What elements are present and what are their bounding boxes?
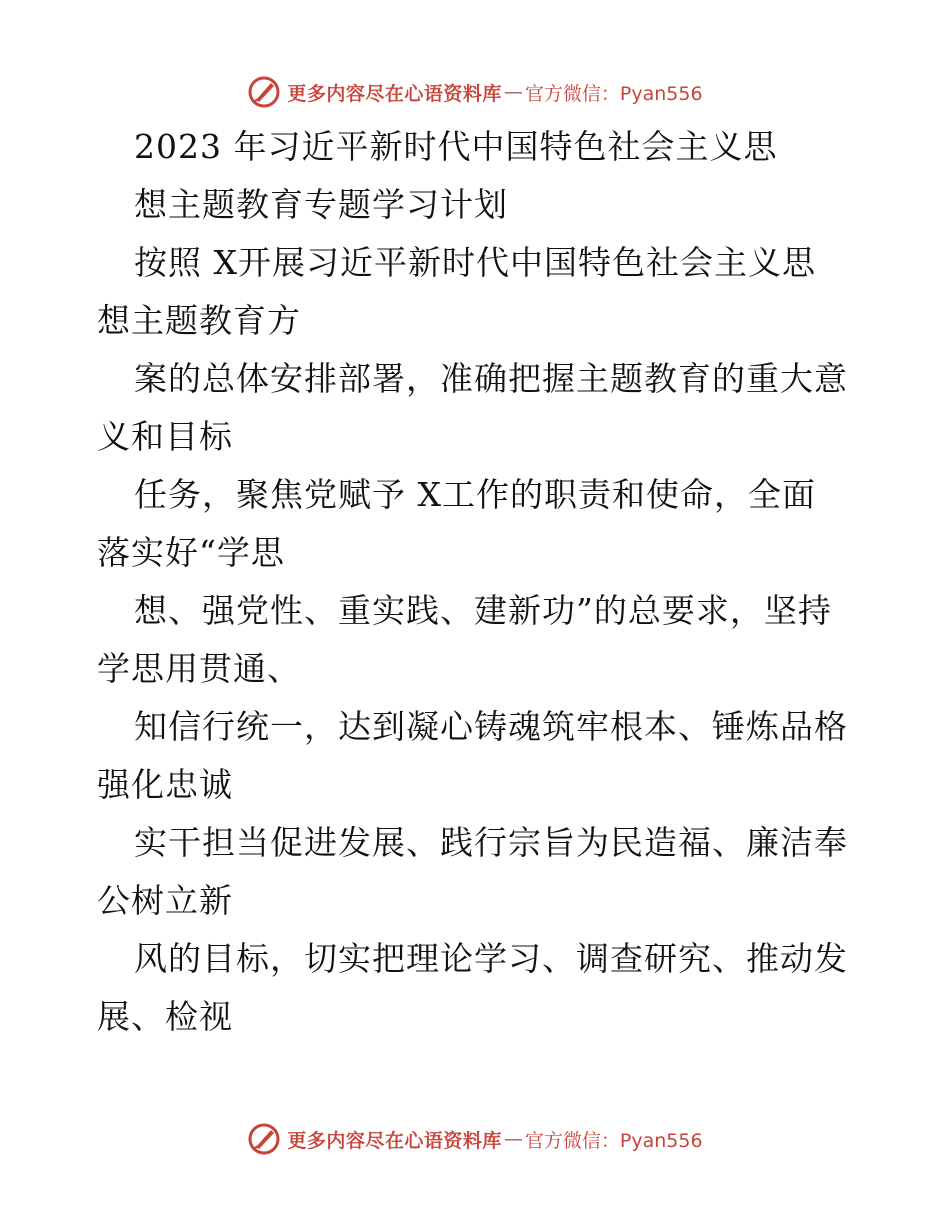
document-line: 任务，聚焦党赋予 X工作的职责和使命，全面 (134, 475, 816, 514)
document-body (97, 118, 867, 1046)
document-line: 想、强党性、重实践、建新功”的总要求，坚持 (134, 591, 832, 630)
document-line: 义和目标 (97, 417, 233, 456)
document-line: 想主题教育专题学习计划 (134, 185, 508, 224)
document-line: 2023 年习近平新时代中国特色社会主义思 (134, 127, 778, 166)
header-watermark (0, 72, 950, 112)
watermark-site-text: 更多内容尽在心语资料库 (287, 1129, 502, 1152)
quill-logo-icon (247, 75, 281, 109)
watermark-wechat-text: 官方微信：Pyan556 (524, 1129, 703, 1152)
watermark-separator: — (503, 81, 523, 103)
document-line: 学思用贯通、 (97, 649, 301, 688)
quill-logo-icon (247, 1122, 281, 1156)
document-line: 实干担当促进发展、践行宗旨为民造福、廉洁奉 (134, 823, 848, 862)
footer-watermark (0, 1119, 950, 1159)
document-line: 展、检视 (97, 997, 233, 1036)
document-line: 知信行统一，达到凝心铸魂筑牢根本、锤炼品格 (134, 707, 848, 746)
document-line: 风的目标，切实把理论学习、调查研究、推动发 (134, 939, 848, 978)
document-line: 想主题教育方 (97, 301, 301, 340)
document-line: 强化忠诚 (97, 765, 233, 804)
document-line: 落实好“学思 (97, 533, 285, 572)
watermark-wechat-text: 官方微信：Pyan556 (524, 82, 703, 105)
document-line: 案的总体安排部署，准确把握主题教育的重大意 (134, 359, 848, 398)
watermark-separator: — (503, 1128, 523, 1150)
watermark-site-text: 更多内容尽在心语资料库 (287, 82, 502, 105)
document-line: 按照 X开展习近平新时代中国特色社会主义思 (134, 243, 816, 282)
document-line: 公树立新 (97, 881, 233, 920)
